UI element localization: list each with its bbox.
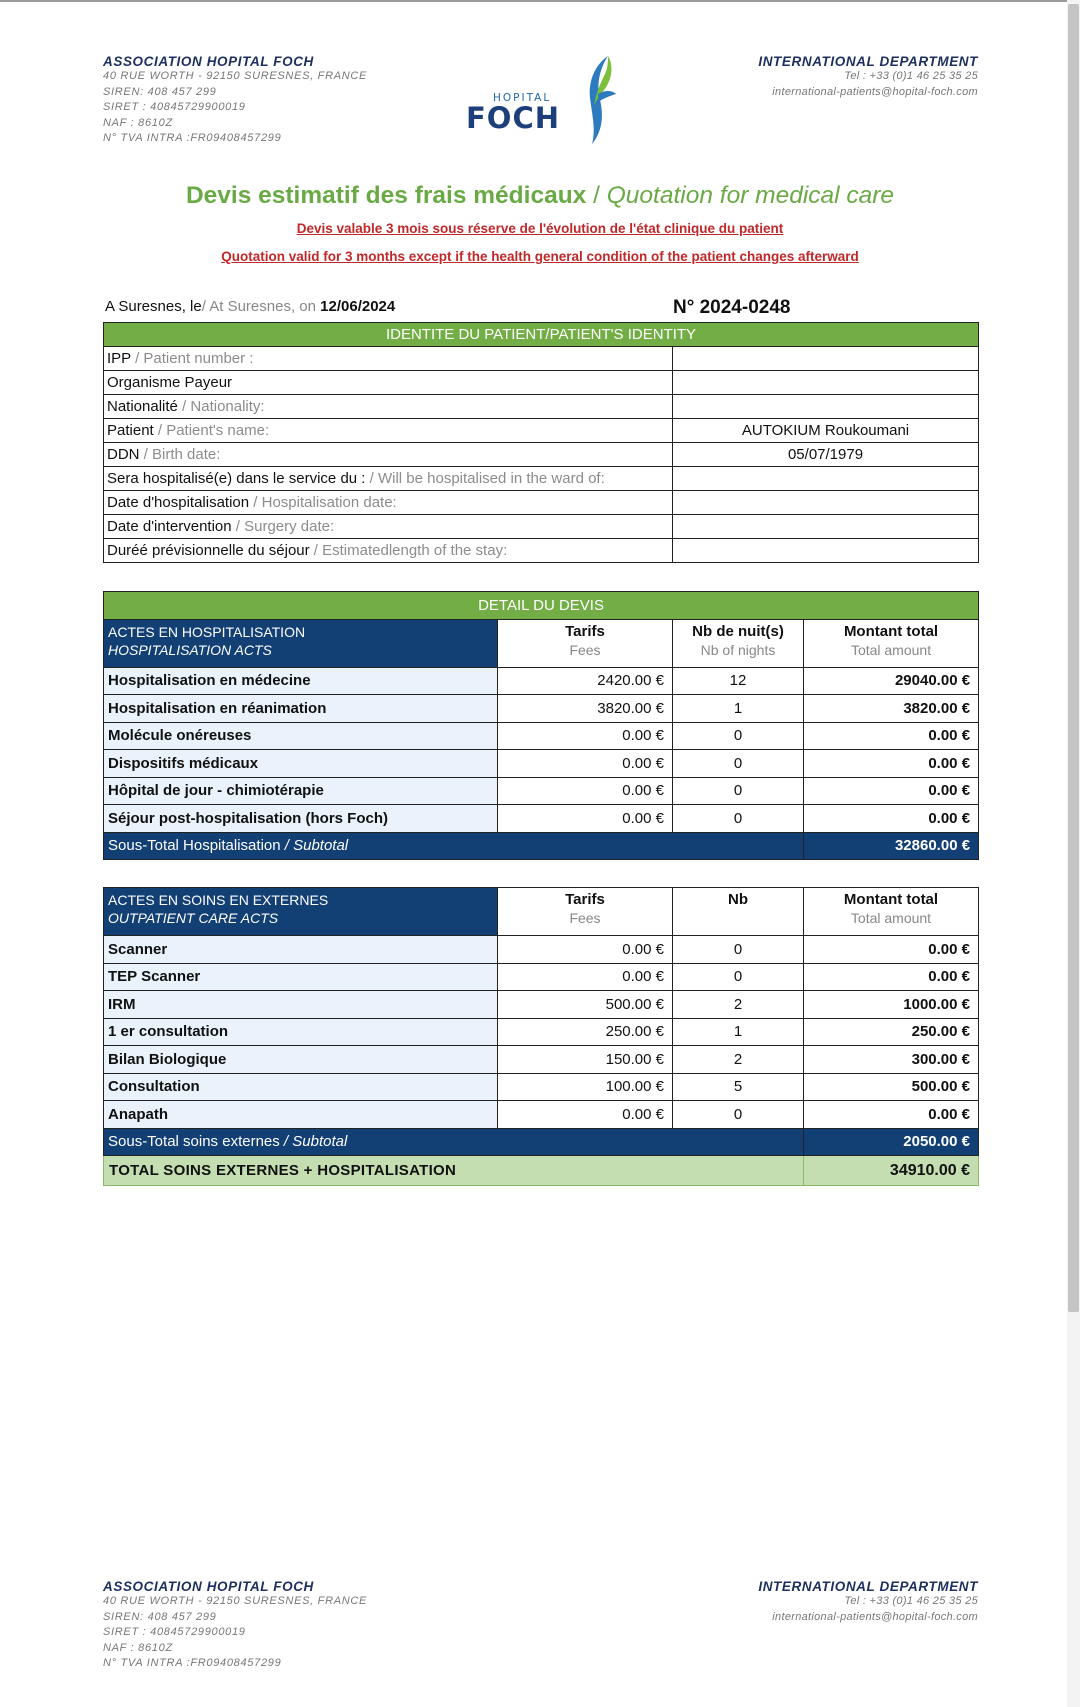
subtotal-label-en: / Subtotal xyxy=(279,1133,348,1151)
ext-col-total xyxy=(804,888,979,936)
row-qty: 5 xyxy=(673,1073,804,1101)
identity-row-stay-length xyxy=(104,539,979,563)
header-org-tva: N° TVA INTRA :FR09408457299 xyxy=(103,132,282,144)
row-fee: 150.00 € xyxy=(498,1046,673,1074)
identity-row-nationality xyxy=(104,395,979,419)
title-french: Devis estimatif des frais médicaux xyxy=(185,182,587,209)
identity-value xyxy=(673,515,979,539)
row-label: Scanner xyxy=(104,936,498,964)
table-row xyxy=(104,777,979,805)
row-label: Séjour post-hospitalisation (hors Foch) xyxy=(104,805,498,833)
table-row xyxy=(104,805,979,833)
identity-label-en: / Birth date: xyxy=(139,446,221,463)
row-qty: 0 xyxy=(673,963,804,991)
row-qty: 0 xyxy=(673,777,804,805)
table-row xyxy=(104,1073,979,1101)
hosp-subtotal-label xyxy=(104,832,804,860)
row-qty: 0 xyxy=(673,722,804,750)
header-org-name: ASSOCIATION HOPITAL FOCH xyxy=(103,54,314,69)
logo-text-main: FOCH xyxy=(466,101,561,135)
ext-subtotal-row xyxy=(104,1128,979,1156)
date-line xyxy=(105,298,395,315)
row-qty: 2 xyxy=(673,1046,804,1074)
row-label: Molécule onéreuses xyxy=(104,722,498,750)
header-dept-name: INTERNATIONAL DEPARTMENT xyxy=(758,54,978,69)
identity-row-patient xyxy=(104,419,979,443)
row-fee: 0.00 € xyxy=(498,805,673,833)
row-total: 3820.00 € xyxy=(804,695,979,723)
footer-org-block xyxy=(103,1579,367,1672)
row-fee: 250.00 € xyxy=(498,1018,673,1046)
grand-total-row xyxy=(104,1156,979,1186)
table-row xyxy=(104,722,979,750)
subtotal-label-en: / Subtotal xyxy=(280,837,349,855)
identity-value xyxy=(673,539,979,563)
row-total: 0.00 € xyxy=(804,1101,979,1129)
row-total: 500.00 € xyxy=(804,1073,979,1101)
col-nights-label: Nb de nuit(s) xyxy=(692,622,784,640)
identity-label-en: / Surgery date: xyxy=(231,518,335,535)
identity-row-payer xyxy=(104,371,979,395)
date-place-en: / At Suresnes, on xyxy=(201,298,316,315)
row-total: 0.00 € xyxy=(804,936,979,964)
table-row xyxy=(104,991,979,1019)
table-row xyxy=(104,750,979,778)
row-fee: 0.00 € xyxy=(498,750,673,778)
patient-name-value: AUTOKIUM Roukoumani xyxy=(673,419,979,443)
footer-dept-email: international-patients@hopital-foch.com xyxy=(772,1610,978,1623)
subtotal-label-fr: Sous-Total Hospitalisation xyxy=(108,837,281,855)
hospitalisation-table xyxy=(103,591,979,860)
table-row xyxy=(104,667,979,695)
footer-org-siren: SIREN: 408 457 299 xyxy=(103,1610,217,1623)
row-total: 29040.00 € xyxy=(804,667,979,695)
row-total: 250.00 € xyxy=(804,1018,979,1046)
identity-row-ipp xyxy=(104,347,979,371)
header-dept-phone: Tel : +33 (0)1 46 25 35 25 xyxy=(844,70,978,82)
identity-value xyxy=(673,395,979,419)
row-fee: 0.00 € xyxy=(498,777,673,805)
identity-label-fr: Sera hospitalisé(e) dans le service du : xyxy=(107,470,366,487)
col-total-sublabel: Total amount xyxy=(850,641,932,658)
row-fee: 2420.00 € xyxy=(498,667,673,695)
hosp-col-fees xyxy=(498,619,673,667)
identity-label-fr: Date d'intervention xyxy=(107,518,232,535)
row-total: 0.00 € xyxy=(804,777,979,805)
footer-dept-name: INTERNATIONAL DEPARTMENT xyxy=(758,1579,978,1594)
hosp-subtotal-row xyxy=(104,832,979,860)
header-org-block xyxy=(103,54,367,147)
header-org-siret: SIRET : 40845729900019 xyxy=(103,101,246,113)
identity-label-en: / Will be hospitalised in the ward of: xyxy=(365,470,605,487)
col-total-label: Montant total xyxy=(843,891,939,908)
identity-label-fr: Date d'hospitalisation xyxy=(107,494,250,511)
header-dept-block xyxy=(758,54,978,100)
patient-identity-table xyxy=(103,322,979,563)
identity-label-en: / Nationality: xyxy=(177,398,265,415)
header-dept-email: international-patients@hopital-foch.com xyxy=(772,85,978,98)
header-org-address: 40 RUE WORTH - 92150 SURESNES, FRANCE xyxy=(103,70,368,82)
footer-org-siret: SIRET : 40845729900019 xyxy=(103,1626,246,1638)
hosp-subtotal-value: 32860.00 € xyxy=(804,832,979,860)
row-fee: 0.00 € xyxy=(498,1101,673,1129)
row-label: Dispositifs médicaux xyxy=(104,750,498,778)
validity-notice-fr: Devis valable 3 mois sous réserve de l'évolution de l'état clinique du patient xyxy=(296,221,784,236)
identity-value xyxy=(673,347,979,371)
ext-col-nb xyxy=(673,888,804,936)
identity-row-surgery-date xyxy=(104,515,979,539)
hosp-title-en: HOSPITALISATION ACTS xyxy=(108,641,272,658)
row-total: 300.00 € xyxy=(804,1046,979,1074)
row-fee: 0.00 € xyxy=(498,963,673,991)
identity-heading: IDENTITE DU PATIENT/PATIENT'S IDENTITY xyxy=(104,323,979,347)
quote-number: N° 2024-0248 xyxy=(673,297,791,318)
row-label: Bilan Biologique xyxy=(104,1046,498,1074)
row-qty: 1 xyxy=(673,1018,804,1046)
row-fee: 100.00 € xyxy=(498,1073,673,1101)
footer-org-naf: NAF : 8610Z xyxy=(103,1641,173,1654)
col-nights-sublabel: Nb of nights xyxy=(700,641,776,658)
date-place-fr: A Suresnes, le xyxy=(105,298,202,315)
row-label: Hospitalisation en réanimation xyxy=(104,695,498,723)
hopital-foch-logo xyxy=(466,54,616,150)
row-label: IRM xyxy=(104,991,498,1019)
row-total: 0.00 € xyxy=(804,963,979,991)
row-fee: 3820.00 € xyxy=(498,695,673,723)
title-english: Quotation for medical care xyxy=(606,182,895,209)
identity-label-en: / Patient's name: xyxy=(153,422,270,439)
row-label: 1 er consultation xyxy=(104,1018,498,1046)
table-row xyxy=(104,1101,979,1129)
row-fee: 0.00 € xyxy=(498,936,673,964)
row-total: 0.00 € xyxy=(804,805,979,833)
hosp-title-fr: ACTES EN HOSPITALISATION xyxy=(108,623,306,640)
row-label: Anapath xyxy=(104,1101,498,1129)
row-fee: 0.00 € xyxy=(498,722,673,750)
header-org-naf: NAF : 8610Z xyxy=(103,116,173,129)
identity-label-fr: Duréé prévisionnelle du séjour xyxy=(107,542,310,559)
table-row xyxy=(104,1018,979,1046)
identity-row-birthdate xyxy=(104,443,979,467)
detail-heading: DETAIL DU DEVIS xyxy=(104,592,979,620)
grand-total-value: 34910.00 € xyxy=(804,1156,979,1186)
identity-label-fr: DDN xyxy=(107,446,140,463)
ext-title-fr: ACTES EN SOINS EN EXTERNES xyxy=(108,892,329,908)
table-row xyxy=(104,963,979,991)
row-label: Consultation xyxy=(104,1073,498,1101)
row-total: 0.00 € xyxy=(804,750,979,778)
grand-total-label: TOTAL SOINS EXTERNES + HOSPITALISATION xyxy=(104,1156,804,1186)
identity-label-fr: Nationalité xyxy=(107,398,178,415)
identity-value xyxy=(673,371,979,395)
col-fees-sublabel: Fees xyxy=(569,910,601,926)
footer-org-address: 40 RUE WORTH - 92150 SURESNES, FRANCE xyxy=(103,1595,368,1607)
identity-label-fr: Patient xyxy=(107,422,154,439)
row-label: TEP Scanner xyxy=(104,963,498,991)
subtotal-label-fr: Sous-Total soins externes xyxy=(108,1133,280,1151)
logo-text-small: HOPITAL xyxy=(493,92,552,104)
row-qty: 12 xyxy=(673,667,804,695)
row-qty: 0 xyxy=(673,1101,804,1129)
hosp-section-title xyxy=(104,619,498,667)
col-nb-label: Nb xyxy=(728,891,748,908)
ext-title-en: OUTPATIENT CARE ACTS xyxy=(108,910,279,926)
ext-col-fees xyxy=(498,888,673,936)
identity-row-ward xyxy=(104,467,979,491)
ext-subtotal-label xyxy=(104,1128,804,1156)
identity-label-fr: IPP xyxy=(107,350,131,367)
row-qty: 1 xyxy=(673,695,804,723)
identity-label-en: / Hospitalisation date: xyxy=(249,494,397,511)
identity-label-en: / Patient number : xyxy=(130,350,254,367)
document-title xyxy=(0,182,1080,210)
row-qty: 2 xyxy=(673,991,804,1019)
footer-dept-block xyxy=(758,1579,978,1625)
table-row xyxy=(104,1046,979,1074)
row-qty: 0 xyxy=(673,936,804,964)
footer-dept-phone: Tel : +33 (0)1 46 25 35 25 xyxy=(844,1595,978,1607)
hosp-col-nights xyxy=(673,619,804,667)
footer-org-tva: N° TVA INTRA :FR09408457299 xyxy=(103,1657,282,1669)
ext-section-title xyxy=(104,888,498,936)
row-total: 1000.00 € xyxy=(804,991,979,1019)
leaf-icon xyxy=(578,54,618,146)
identity-label-en: / Estimatedlength of the stay: xyxy=(309,542,508,559)
identity-row-hosp-date xyxy=(104,491,979,515)
hosp-col-total xyxy=(804,619,979,667)
header-org-siren: SIREN: 408 457 299 xyxy=(103,85,217,98)
row-fee: 500.00 € xyxy=(498,991,673,1019)
row-label: Hôpital de jour - chimiotérapie xyxy=(104,777,498,805)
quote-date: 12/06/2024 xyxy=(320,298,396,315)
outpatient-table xyxy=(103,887,979,1186)
validity-notice-en: Quotation valid for 3 months except if the health general condition of the patient changes afterward xyxy=(221,249,859,264)
col-fees-sublabel: Fees xyxy=(569,641,601,658)
footer-org-name: ASSOCIATION HOPITAL FOCH xyxy=(103,1579,314,1594)
table-row xyxy=(104,936,979,964)
table-row xyxy=(104,695,979,723)
col-fees-label: Tarifs xyxy=(565,891,605,908)
col-fees-label: Tarifs xyxy=(565,622,605,640)
birth-date-value: 05/07/1979 xyxy=(673,443,979,467)
row-qty: 0 xyxy=(673,805,804,833)
identity-label-fr: Organisme Payeur xyxy=(107,374,233,391)
title-separator: / xyxy=(586,182,607,209)
col-total-label: Montant total xyxy=(843,622,939,640)
identity-value xyxy=(673,491,979,515)
col-total-sublabel: Total amount xyxy=(850,910,932,926)
identity-value xyxy=(673,467,979,491)
ext-subtotal-value: 2050.00 € xyxy=(804,1128,979,1156)
row-total: 0.00 € xyxy=(804,722,979,750)
row-label: Hospitalisation en médecine xyxy=(104,667,498,695)
row-qty: 0 xyxy=(673,750,804,778)
